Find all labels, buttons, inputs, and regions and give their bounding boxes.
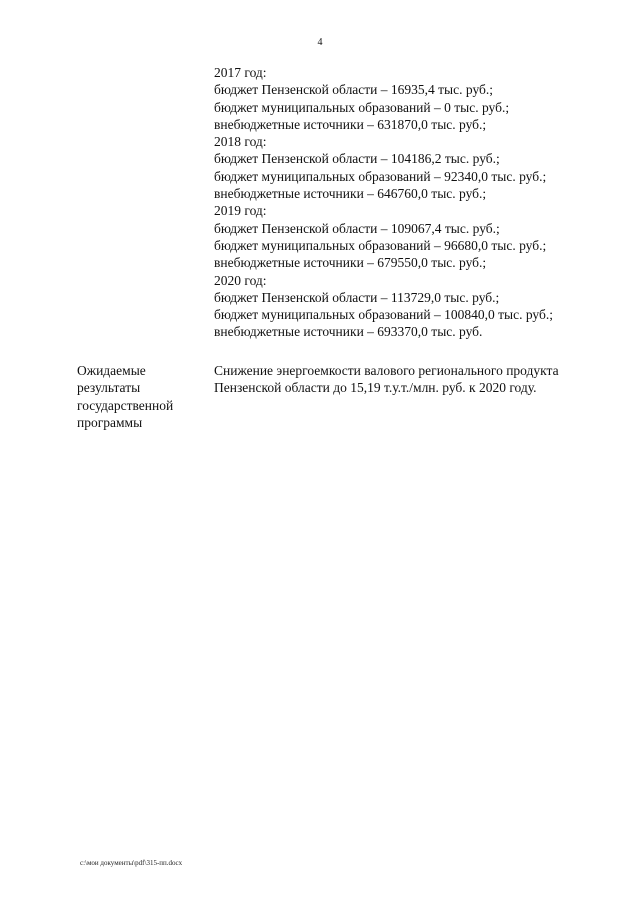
expected-results-label (77, 362, 207, 431)
funding-line: внебюджетные источники – 679550,0 тыс. руб.; (214, 255, 487, 271)
funding-line: бюджет Пензенской области – 16935,4 тыс. руб.; (214, 82, 494, 98)
year-heading: 2019 год: (214, 203, 267, 219)
value-line: Снижение энергоемкости валового регионального продукта (214, 363, 559, 378)
funding-line: бюджет Пензенской области – 109067,4 тыс. руб.; (214, 220, 500, 236)
label-line: Ожидаемые (77, 363, 146, 378)
funding-line: бюджет Пензенской области – 113729,0 тыс. руб.; (214, 289, 500, 305)
funding-line: внебюджетные источники – 646760,0 тыс. руб.; (214, 186, 487, 202)
funding-line: бюджет Пензенской области – 104186,2 тыс. руб.; (214, 151, 500, 167)
funding-line: внебюджетные источники – 631870,0 тыс. руб.; (214, 116, 487, 132)
funding-line: бюджет муниципальных образований – 0 тыс. руб.; (214, 99, 510, 115)
funding-line: бюджет муниципальных образований – 100840,0 тыс. руб.; (214, 307, 553, 323)
funding-line: бюджет муниципальных образований – 96680,0 тыс. руб.; (214, 237, 547, 253)
expected-results-value (214, 362, 614, 397)
funding-line: бюджет муниципальных образований – 92340,0 тыс. руб.; (214, 168, 547, 184)
label-line: государственной (77, 397, 174, 413)
funding-line: внебюджетные источники – 693370,0 тыс. руб. (214, 324, 483, 340)
year-heading: 2018 год: (214, 134, 267, 150)
funding-by-year (214, 64, 614, 341)
year-heading: 2017 год: (214, 65, 267, 80)
label-line: программы (77, 414, 143, 430)
page-number: 4 (317, 37, 323, 48)
label-line: результаты (77, 380, 141, 396)
year-heading: 2020 год: (214, 272, 267, 288)
value-line: Пензенской области до 15,19 т.у.т./млн. руб. к 2020 году. (214, 380, 537, 396)
footer-file-path: c:\мои документы\pdf\315-пп.docx (80, 859, 183, 867)
